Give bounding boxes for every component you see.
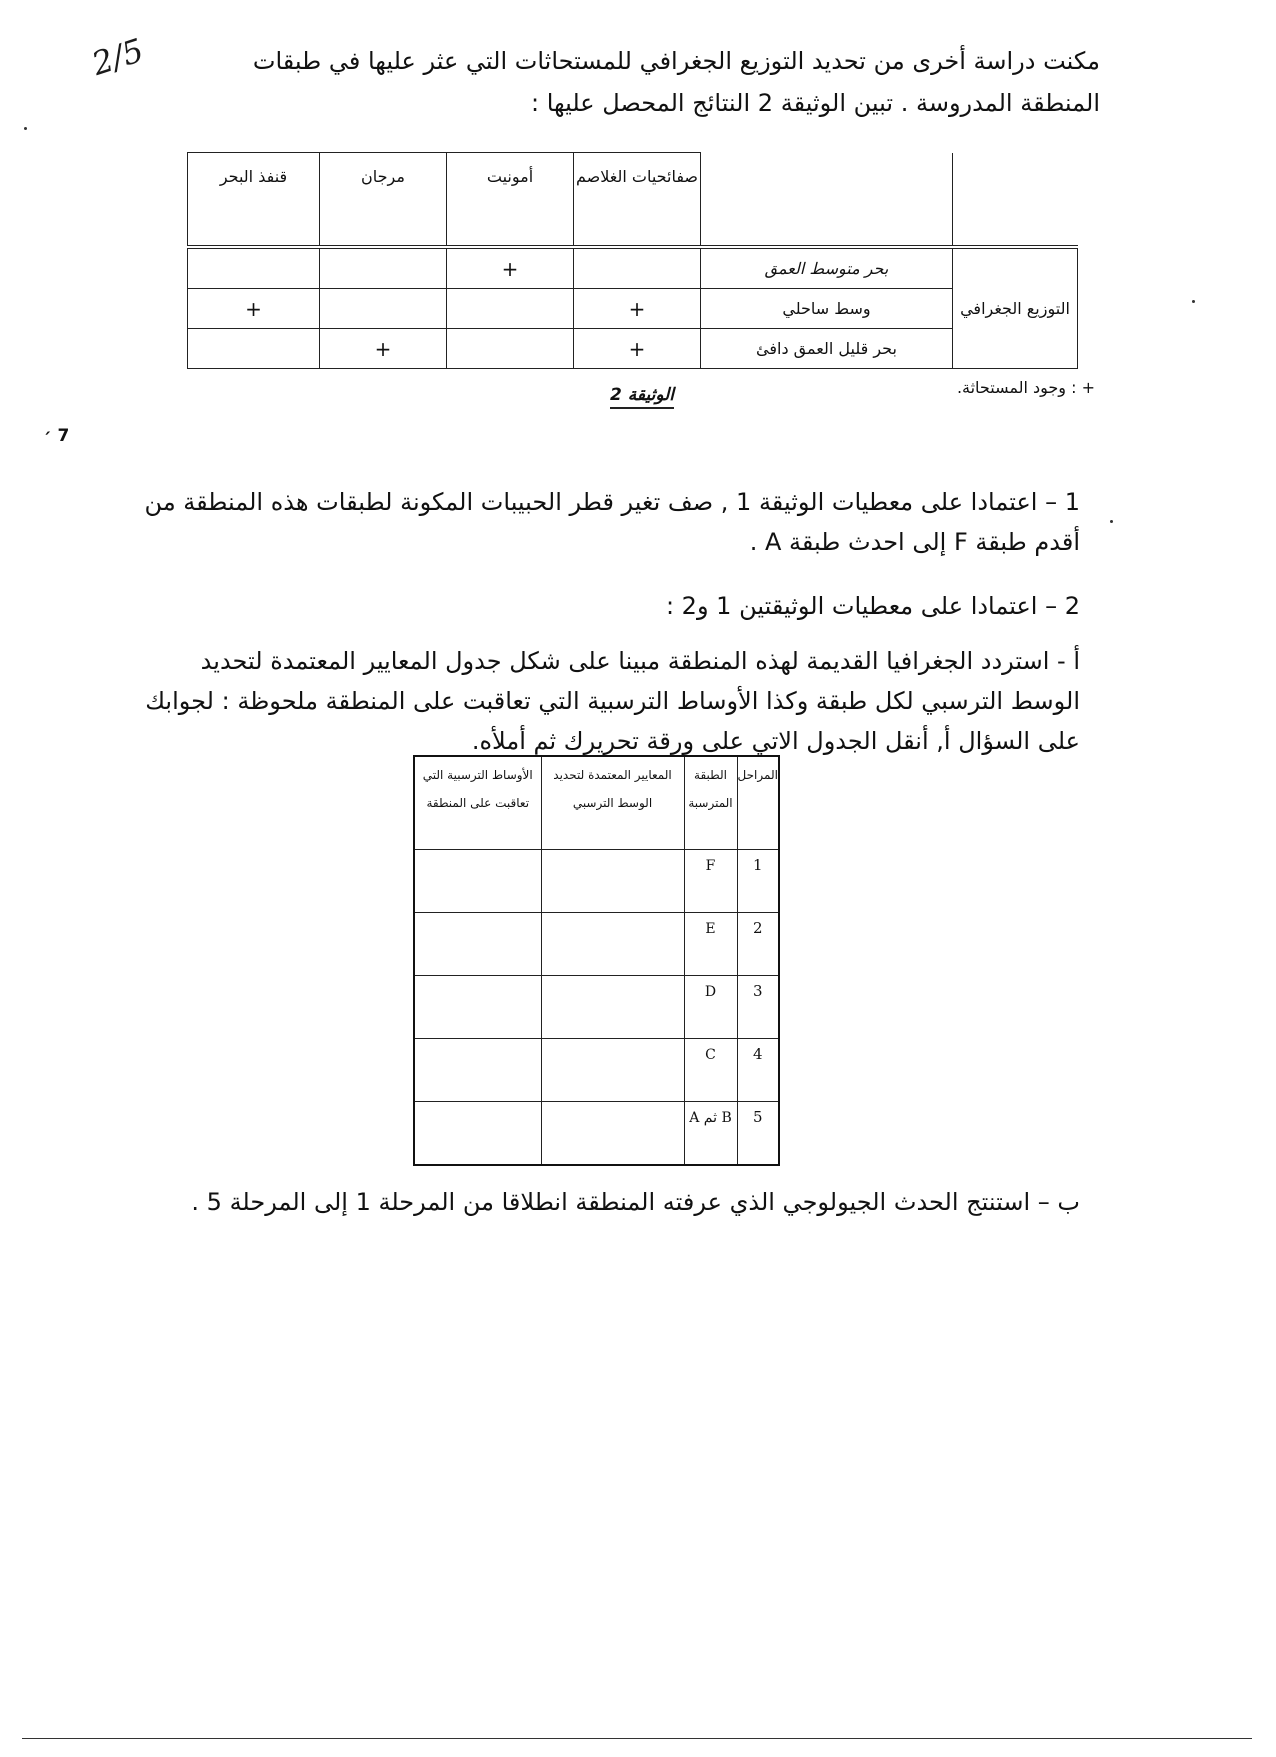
criteria-cell (541, 976, 684, 1039)
presence-mark: + (188, 289, 320, 329)
stage-number: 1 (737, 850, 779, 913)
fossil-header: قنفذ البحر (188, 153, 320, 248)
presence-mark (574, 247, 701, 289)
fossil-header: صفائحيات الغلاصم (574, 153, 701, 248)
presence-mark (447, 329, 574, 369)
question-2b: ب – استنتج الحدث الجيولوجي الذي عرفته المنطقة انطلاقا من المرحلة 1 إلى المرحلة 5 . (191, 1188, 1080, 1216)
scan-speck (1192, 300, 1195, 303)
environment-cell (414, 976, 541, 1039)
question-2: 2 – اعتمادا على معطيات الوثيقتين 1 و2 : (665, 592, 1080, 620)
distribution-row-header: التوزيع الجغرافي (953, 247, 1078, 369)
stages-header: الطبقة المترسبة (684, 756, 737, 850)
criteria-cell (541, 1039, 684, 1102)
presence-mark (320, 247, 447, 289)
question-1: 1 – اعتمادا على معطيات الوثيقة 1 , صف تغير قطر الحبيبات المكونة لطبقات هذه المنطقة من أقدم طبقة F إلى احدث طبقة A . (144, 488, 1080, 556)
handwritten-grade: 2/5 (87, 30, 149, 84)
presence-mark: + (574, 329, 701, 369)
fossil-header-row (188, 153, 1078, 248)
criteria-cell (541, 850, 684, 913)
layer-letter: E (684, 913, 737, 976)
environment-cell (414, 1102, 541, 1166)
presence-mark (447, 289, 574, 329)
table-row (188, 289, 1078, 329)
table-row (414, 850, 779, 913)
layer-letter: C (684, 1039, 737, 1102)
table-row (188, 247, 1078, 289)
layer-letter: F (684, 850, 737, 913)
document-label: الوثيقة 2 (610, 385, 674, 409)
environment-cell (414, 850, 541, 913)
header-blank-cell (701, 153, 953, 248)
stage-number: 4 (737, 1039, 779, 1102)
stage-number: 3 (737, 976, 779, 1039)
margin-mark: 7 ׳ (44, 426, 70, 446)
environment-label: بحر قليل العمق دافئ (701, 329, 953, 369)
fossil-header: مرجان (320, 153, 447, 248)
stages-header: الأوساط الترسبية التي تعاقبت على المنطقة (414, 756, 541, 850)
stages-header-row (414, 756, 779, 850)
presence-mark (188, 329, 320, 369)
table-legend: + : وجود المستحاثة. (956, 378, 1095, 397)
presence-mark (188, 247, 320, 289)
stages-table (413, 755, 780, 1166)
question-2a: أ - استردد الجغرافيا القديمة لهذه المنطقة مبينا على شكل جدول المعايير المعتمدة لتحديد الوسط الترسبي لكل طبقة وكذا الأوساط الترسبية التي تعاقبت على المنطقة ملحوظة : لجوابك على السؤال أ, أنقل الجدول الاتي على ورقة تحريرك ثم أملأه. (145, 647, 1080, 755)
table-row (414, 1102, 779, 1166)
table-row (414, 976, 779, 1039)
presence-mark: + (447, 247, 574, 289)
presence-mark (320, 289, 447, 329)
table-row (188, 329, 1078, 369)
criteria-cell (541, 913, 684, 976)
stages-header: المراحل (737, 756, 779, 850)
layer-letter: D (684, 976, 737, 1039)
stage-number: 2 (737, 913, 779, 976)
table-row (414, 913, 779, 976)
stages-header: المعايير المعتمدة لتحديد الوسط الترسبي (541, 756, 684, 850)
presence-mark: + (320, 329, 447, 369)
scan-speck (24, 127, 27, 130)
scan-speck (1110, 520, 1113, 523)
layer-letter: B ثم A (684, 1102, 737, 1166)
environment-cell (414, 913, 541, 976)
fossil-distribution-table (187, 152, 1078, 369)
header-blank-cell (953, 153, 1078, 248)
criteria-cell (541, 1102, 684, 1166)
environment-cell (414, 1039, 541, 1102)
environment-label: وسط ساحلي (701, 289, 953, 329)
environment-label: بحر متوسط العمق (701, 247, 953, 289)
intro-paragraph: مكنت دراسة أخرى من تحديد التوزيع الجغرافي للمستحاثات التي عثر عليها في طبقات المنطقة المدروسة . تبين الوثيقة 2 النتائج المحصل عليها : (252, 47, 1100, 117)
fossil-header: أمونيت (447, 153, 574, 248)
stage-number: 5 (737, 1102, 779, 1166)
footer-divider (22, 1738, 1252, 1739)
presence-mark: + (574, 289, 701, 329)
table-row (414, 1039, 779, 1102)
